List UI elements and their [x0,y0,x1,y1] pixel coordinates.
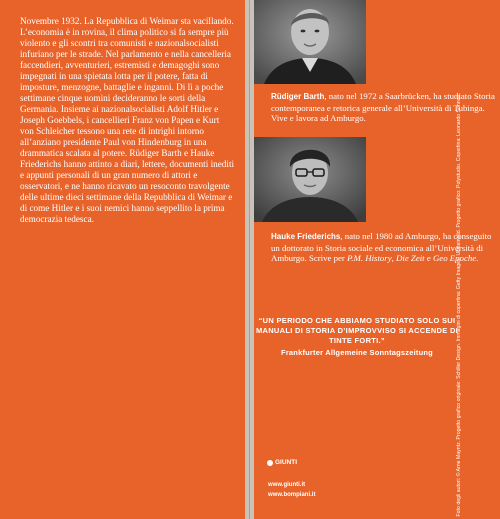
author-portrait-1-icon [254,0,366,84]
credits-text: Foto degli autori: © Arne Mayntz. Progetto grafico originale: Schiller Design. Immagini di copertina: Getty Images, Ullsteinbild. Progetto grafico: Polystudio. Copertina: Leonardo Sonnoli. [456,93,462,516]
author-portrait-2-icon [254,137,366,222]
giunti-logo-icon [267,460,273,466]
author-photo-friederichs [254,137,366,222]
publisher-name: GIUNTI [275,459,298,466]
publisher-logo [267,459,297,466]
book-synopsis: Novembre 1932. La Repubblica di Weimar sta vacillando. L’economia è in rovina, il clima politico si fa sempre più violento e gli scontri tra comunisti e nazionalsocialisti infuriano per le strade. Nel parlamento e nella cancelleria faccendieri, avventurieri, estremisti e demagoghi sono impegnati in una spietata lotta per il potere, fatta di imposture, menzogne, battaglie e inganni. Di lì a poche settimane cinque uomini decideranno le sorti della Germania. Insieme ai nazionalsocialisti Adolf Hitler e Joseph Goebbels, i cancellieri Franz von Papen e Kurt von Schleicher tessono una rete di intrighi intorno all’anziano presidente Paul von Hindenburg in una drammatica scalata al potere. Rüdiger Barth e Hauke Friederichs hanno attinto a diari, lettere, documenti inediti e appunti personali di un gran numero di attori e osservatori, e ne hanno ricavato un resoconto travolgente delle ultime dieci settimane della Repubblica di Weimar e di come Hitler e i suoi nemici hanno seppellito la prima democrazia tedesca. [20,16,235,224]
credits-block [456,93,464,516]
separator-2: e [424,253,433,264]
quote-text: “UN PERIODO CHE ABBIAMO STUDIATO SOLO SUI MANUALI DI STORIA D’IMPROVVISO SI ACCENDE DI TINTE FORTI.” [255,316,459,345]
back-cover-flap [0,0,245,519]
website-giunti: www.giunti.it [268,482,306,488]
publication-die-zeit: Die Zeit [396,253,425,264]
author-photo-barth [254,0,366,84]
publication-geo-epoche: Geo Epoche [432,253,477,264]
author-bio-barth [271,91,497,124]
author-panel [254,0,500,519]
press-quote [254,316,460,357]
spine-fold [245,0,254,519]
separator-1: , [391,253,397,264]
author-bio-text-friederichs: , nato nel 1980 ad Amburgo, ha conseguito un dottorato in Storia sociale ed economica all’Università di Amburgo. Scrive per [271,231,492,264]
publication-pm-history: P.M. History [347,253,392,264]
author-bio-friederichs [271,231,497,264]
website-bompiani: www.bompiani.it [268,492,316,498]
quote-source: Frankfurter Allgemeine Sonntagszeitung [281,348,433,357]
bio-end: . [476,253,479,264]
author-name-friederichs: Hauke Friederichs [271,232,341,241]
author-bio-text-barth: , nato nel 1972 a Saarbrücken, ha studiato Storia contemporanea e retorica generale all’Università di Tubinga. Vive e lavora ad Amburgo. [271,91,495,124]
author-name-barth: Rüdiger Barth [271,92,325,101]
